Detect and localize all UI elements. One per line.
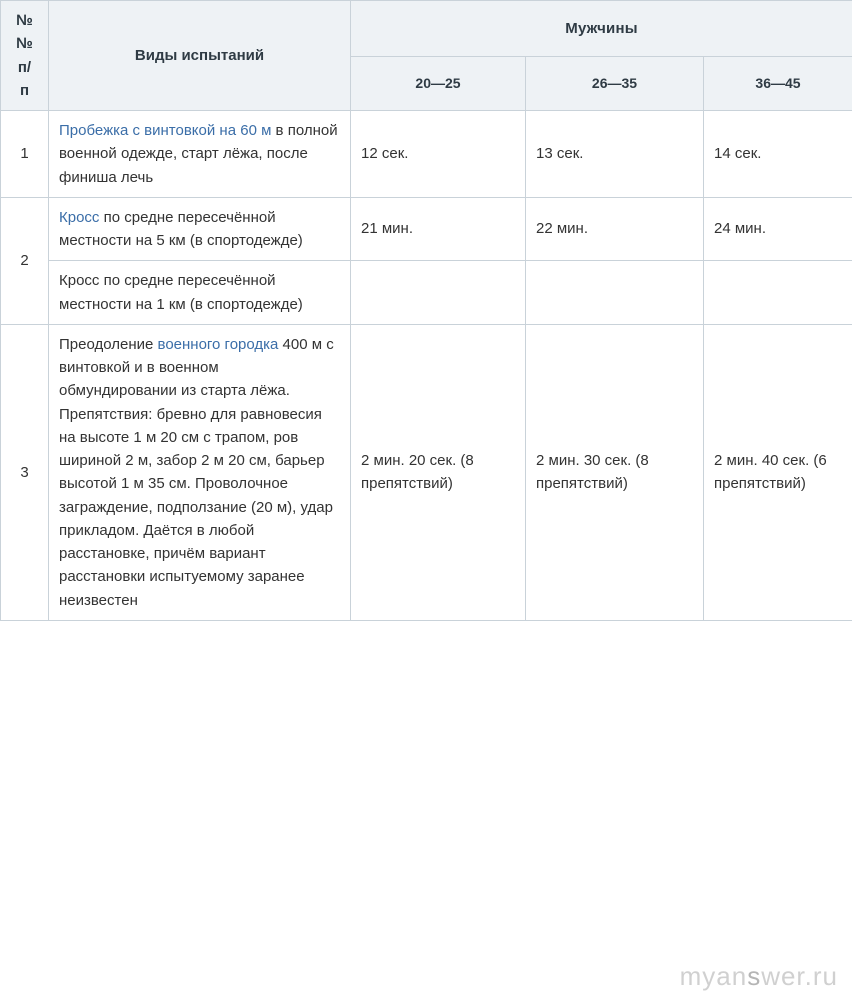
table-row xyxy=(1,324,852,620)
table-header xyxy=(1,1,852,111)
value-age-20-25 xyxy=(351,261,526,325)
header-group-men: Мужчины xyxy=(351,1,852,57)
table-header-row-1 xyxy=(1,1,852,57)
value-age-20-25: 21 мин. xyxy=(351,197,526,261)
header-number xyxy=(1,1,49,111)
watermark-suffix: wer.ru xyxy=(761,961,838,991)
header-age-26-35: 26—35 xyxy=(526,57,704,111)
test-link[interactable]: военного городка xyxy=(157,335,279,353)
test-description-text: в полной военной одежде, старт лёжа, после финиша лечь xyxy=(59,122,338,186)
test-description xyxy=(49,324,351,620)
value-age-26-35: 13 сек. xyxy=(526,111,704,198)
header-number-line2: № xyxy=(16,35,33,53)
test-description xyxy=(49,261,351,325)
value-age-36-45: 2 мин. 40 сек. (6 препятствий) xyxy=(704,324,852,620)
table-row xyxy=(1,197,852,261)
row-number: 1 xyxy=(1,111,49,198)
test-description xyxy=(49,111,351,198)
test-link[interactable]: Пробежка с винтовкой на 60 м xyxy=(59,122,272,139)
test-description-text: 400 м с винтовкой и в военном обмундировании из старта лёжа. Препятствия: бревно для равновесия на высоте 1 м 20 см с трапом, ров шириной 2 м, забор 2 м 20 см, барьер высотой 1 м 35 см. Проволочное заграждение, подползание (20 м), удар прикладом. Даётся в любой расстановке, причём вариант расстановки испытуемому заранее неизвестен xyxy=(59,335,334,609)
header-number-line4: п xyxy=(19,81,30,99)
value-age-36-45 xyxy=(704,261,852,325)
header-number-line3: п/ xyxy=(17,58,32,76)
value-age-26-35: 2 мин. 30 сек. (8 препятствий) xyxy=(526,324,704,620)
value-age-26-35: 22 мин. xyxy=(526,197,704,261)
header-number-line1: № xyxy=(16,12,33,29)
value-age-36-45: 14 сек. xyxy=(704,111,852,198)
header-kind-of-test: Виды испытаний xyxy=(49,1,351,111)
test-description-text: по средне пересечённой местности на 5 км (в спортодежде) xyxy=(59,208,303,249)
value-age-20-25: 12 сек. xyxy=(351,111,526,198)
table-body xyxy=(1,111,852,621)
row-number: 2 xyxy=(1,197,49,324)
table-row xyxy=(1,111,852,198)
watermark xyxy=(680,961,838,992)
header-age-36-45: 36—45 xyxy=(704,57,852,111)
table-row xyxy=(1,261,852,325)
test-description xyxy=(49,197,351,261)
watermark-prefix: myan xyxy=(679,961,748,991)
test-description-prefix: Преодоление xyxy=(59,335,158,353)
value-age-20-25: 2 мин. 20 сек. (8 препятствий) xyxy=(351,324,526,620)
row-number: 3 xyxy=(1,324,49,620)
value-age-26-35 xyxy=(526,261,704,325)
test-link[interactable]: Кросс xyxy=(59,208,100,226)
header-age-20-25: 20—25 xyxy=(351,57,526,111)
test-description-text: Кросс по средне пересечённой местности на 1 км (в спортодежде) xyxy=(59,272,303,313)
watermark-middle: s xyxy=(747,961,762,991)
value-age-36-45: 24 мин. xyxy=(704,197,852,261)
